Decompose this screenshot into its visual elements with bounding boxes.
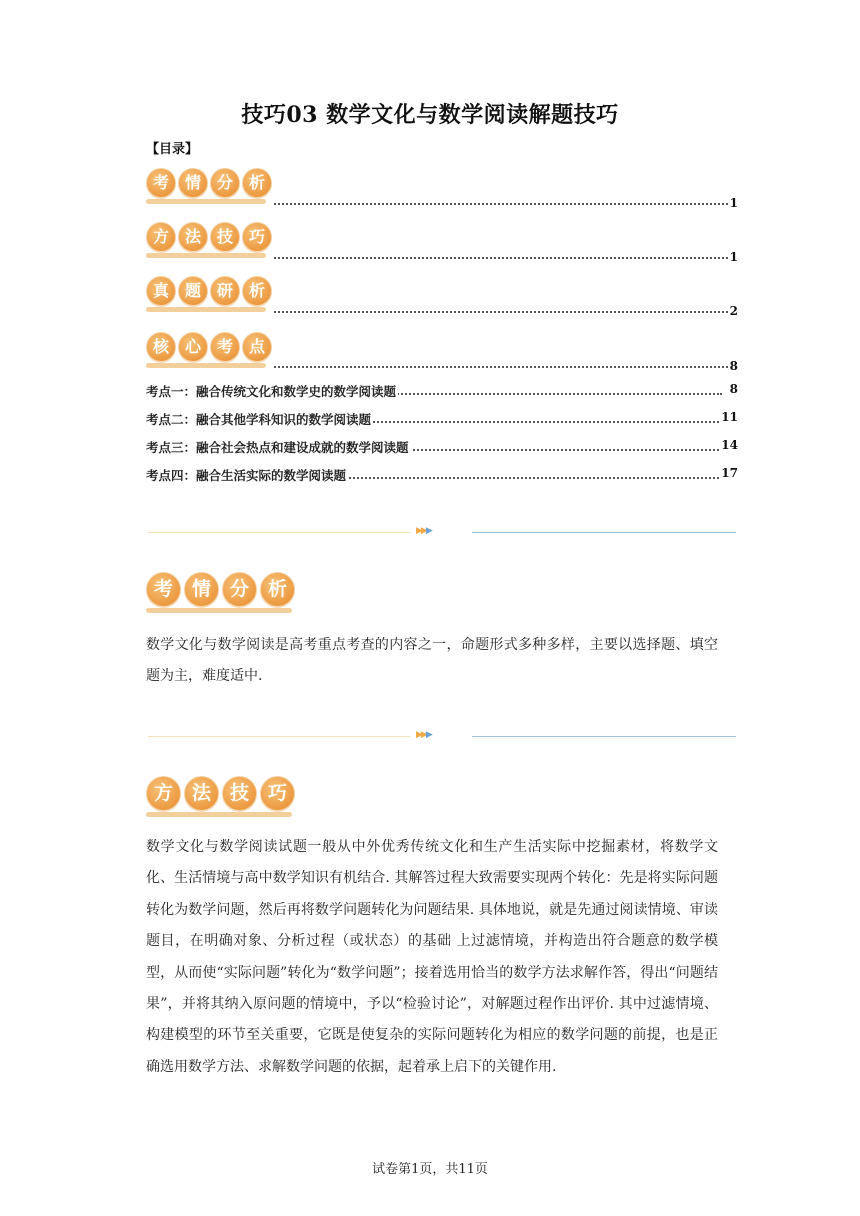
section1-paragraph: 数学文化与数学阅读是高考重点考查的内容之一，命题形式多种多样，主要以选择题、填空题为主，难度适中. (146, 637, 718, 685)
badge-char: 题 (178, 276, 208, 306)
badge-char: 技 (210, 222, 240, 252)
section-divider (148, 732, 736, 742)
toc-subitem-label: 考点四：融合生活实际的数学阅读题 (146, 468, 347, 483)
arrows-icon: ▶▶▶ (416, 730, 431, 740)
toc-row-hexin[interactable] (146, 355, 738, 371)
badge-char: 核 (146, 332, 176, 362)
badge-char: 方 (146, 776, 181, 811)
badge-char: 真 (146, 276, 176, 306)
toc-subitem[interactable] (146, 410, 738, 428)
badge-char: 分 (210, 168, 240, 198)
badge-char: 法 (178, 222, 208, 252)
toc-row-zhenti[interactable] (146, 300, 738, 316)
toc-subitem-label: 考点二：融合其他学科知识的数学阅读题 (146, 412, 372, 427)
badge-char: 析 (242, 168, 272, 198)
toc-subitem[interactable] (146, 382, 738, 400)
section-badge-fangfa (146, 776, 298, 811)
toc-subitem[interactable] (146, 438, 738, 456)
toc-page-number: 1 (729, 196, 738, 210)
toc-subitem[interactable] (146, 466, 738, 484)
section-badge-kaoqing (146, 572, 298, 607)
badge-char: 析 (260, 572, 295, 607)
badge-char: 巧 (260, 776, 295, 811)
arrows-icon: ▶▶▶ (416, 526, 431, 536)
toc-row-fangfa[interactable] (146, 246, 738, 262)
badge-char: 法 (184, 776, 219, 811)
badge-char: 情 (184, 572, 219, 607)
section2-paragraph: 数学文化与数学阅读试题一般从中外优秀传统文化和生产生活实际中挖掘素材，将数学文化、生活情境与高中数学知识有机结合. 其解答过程大致需要实现两个转化：先是将实际问题转化为数学问题，然后再将数学问题转化为问题结果. 具体地说，就是先通过阅读情境、审读题目，在明确对象、分析过程（或状态）的基础 上过滤情境，并构造出符合题意的数学模型，从而使“实际问题”转化为“数学问题”；接着选用恰当的数学方法求解作答，得出“问题结果”，并将其纳入原问题的情境中，予以“检验讨论”，对解题过程作出评价. 其中过滤情境、构建模型的环节至关重要，它既是使复杂的实际问题转化为相应的数学问题的前提，也是正确选用数学方法、求解数学问题的依据，起着承上启下的关键作用. (146, 839, 718, 1075)
toc-page-number: 11 (721, 410, 738, 424)
badge-char: 分 (222, 572, 257, 607)
toc-page-number: 8 (729, 382, 738, 396)
badge-char: 考 (146, 572, 181, 607)
badge-char: 方 (146, 222, 176, 252)
toc-page-number: 2 (729, 304, 738, 318)
badge-char: 点 (242, 332, 272, 362)
badge-char: 技 (222, 776, 257, 811)
toc-label: 【目录】 (146, 142, 199, 157)
page-footer: 试卷第1页，共11页 (372, 1162, 488, 1177)
badge-char: 研 (210, 276, 240, 306)
toc-row-kaoqing[interactable] (146, 192, 738, 208)
toc-page-number: 1 (729, 250, 738, 264)
toc-page-number: 17 (721, 466, 738, 480)
toc-subitem-label: 考点一：融合传统文化和数学史的数学阅读题 (146, 384, 397, 399)
toc-subitem-label: 考点三：融合社会热点和建设成就的数学阅读题 (146, 440, 409, 455)
badge-char: 考 (210, 332, 240, 362)
badge-char: 考 (146, 168, 176, 198)
document-title: 技巧03 数学文化与数学阅读解题技巧 (241, 102, 619, 128)
section-divider (148, 528, 736, 538)
toc-page-number: 8 (729, 359, 738, 373)
badge-char: 巧 (242, 222, 272, 252)
badge-char: 情 (178, 168, 208, 198)
badge-char: 心 (178, 332, 208, 362)
toc-page-number: 14 (721, 438, 738, 452)
badge-char: 析 (242, 276, 272, 306)
